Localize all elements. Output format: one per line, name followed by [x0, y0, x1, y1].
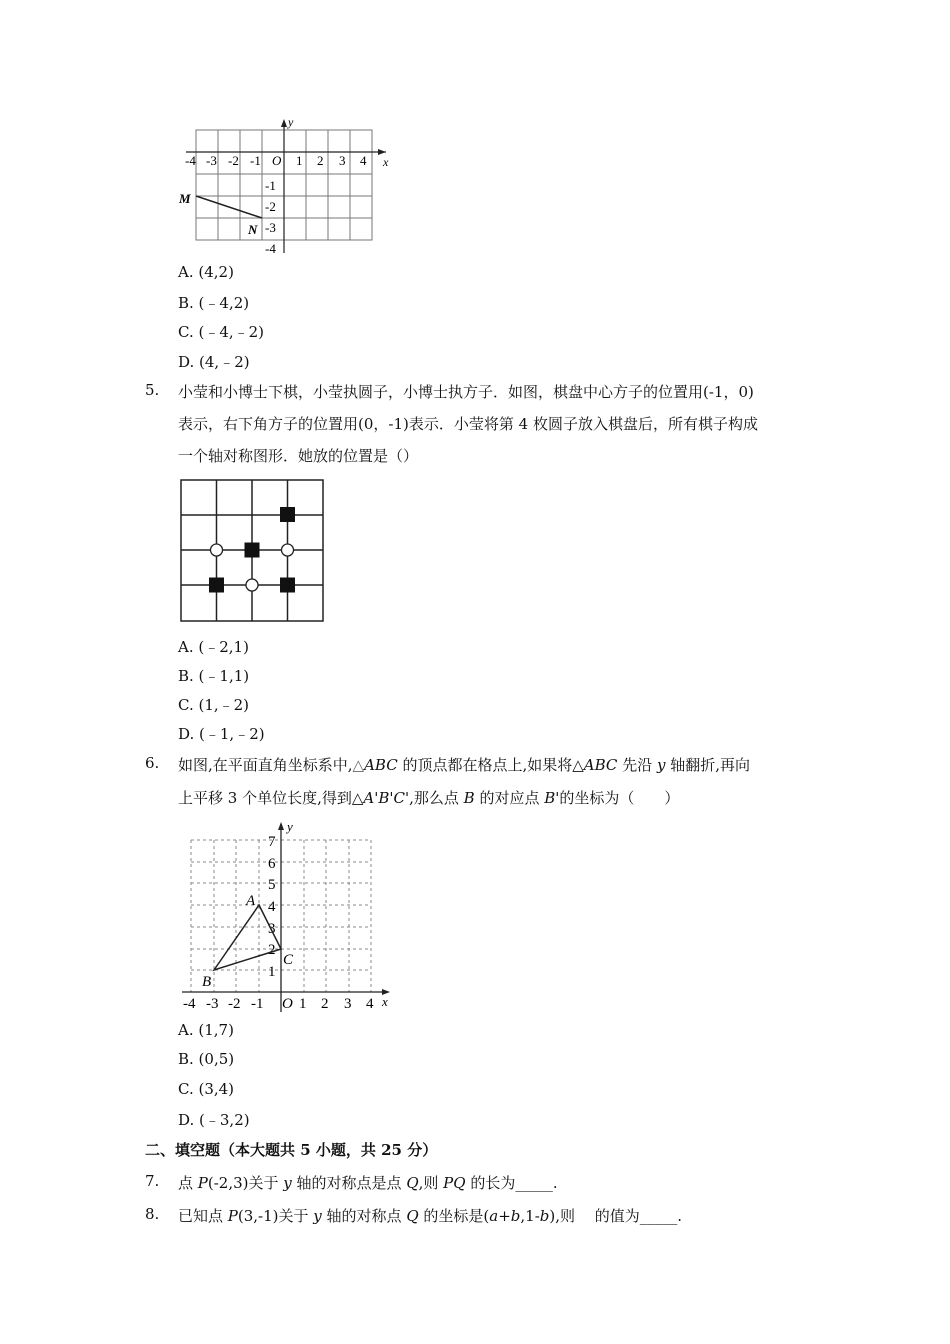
q6-x-tick: 1 [299, 996, 307, 1012]
round-piece [282, 544, 294, 556]
q4-x-tick: 4 [360, 153, 367, 168]
q4-segment-mn [196, 196, 262, 218]
square-piece [209, 578, 224, 593]
q4-x-tick: 1 [296, 153, 303, 168]
q4-point-n: N [248, 222, 258, 237]
q6-option-b[interactable]: B. (0,5) [178, 1050, 235, 1068]
q4-option-c[interactable]: C. (﹣4,﹣2) [178, 323, 265, 341]
q4-x-tick: 3 [339, 153, 346, 168]
q8-text: 已知点 P(3,-1)关于 y 轴的对称点 Q 的坐标是(a+b,1-b),则 的值为_____. [178, 1207, 683, 1225]
q4-x-tick: -4 [185, 153, 196, 168]
q4-x-tick: -3 [206, 153, 217, 168]
q4-option-b[interactable]: B. (﹣4,2) [178, 294, 250, 312]
q5-option-c[interactable]: C. (1,﹣2) [178, 696, 250, 714]
square-piece [245, 543, 260, 558]
q6-y-tick: 1 [268, 964, 276, 980]
q6-y-tick: 5 [268, 877, 276, 893]
q5-text-line: 表示，右下角方子的位置用(0，-1)表示．小莹将第 4 枚圆子放入棋盘后，所有棋子构成 [178, 415, 758, 433]
q6-x-tick: -3 [206, 996, 219, 1012]
q4-y-ticks [265, 178, 276, 255]
q6-y-tick: 2 [268, 942, 276, 958]
q4-x-label: x [383, 155, 389, 169]
q6-coordinate-figure [178, 816, 396, 1014]
q8-number: 8. [145, 1205, 160, 1223]
q6-x-label: x [382, 994, 388, 1009]
q4-x-ticks [185, 153, 367, 168]
q7-text: 点 P(-2,3)关于 y 轴的对称点是点 Q,则 PQ 的长为_____. [178, 1174, 558, 1192]
q5-option-b[interactable]: B. (﹣1,1) [178, 667, 250, 685]
q6-y-tick: 3 [268, 921, 276, 937]
q6-y-tick: 4 [268, 899, 276, 915]
section-title: 二、填空题（本大题共 5 小题，共 25 分） [145, 1141, 438, 1159]
round-piece [246, 579, 258, 591]
q4-y-tick: -1 [265, 178, 276, 193]
q5-number: 5. [145, 381, 160, 399]
q4-x-tick: 2 [317, 153, 324, 168]
q4-y-label: y [288, 115, 294, 129]
q6-number: 6. [145, 754, 160, 772]
q6-y-tick: 7 [268, 834, 276, 850]
square-piece [280, 507, 295, 522]
q6-x-tick: 3 [344, 996, 352, 1012]
q7-number: 7. [145, 1172, 160, 1190]
q6-text-line-2: 上平移 3 个单位长度,得到△A'B'C',那么点 B 的对应点 B'的坐标为（ ） [178, 789, 680, 807]
q6-option-d[interactable]: D. (﹣3,2) [178, 1111, 250, 1129]
q6-y-label: y [287, 819, 293, 834]
q6-y-ticks [268, 834, 276, 980]
q4-y-tick: -3 [265, 220, 276, 235]
q6-label-a: A [246, 893, 256, 909]
q4-option-d[interactable]: D. (4,﹣2) [178, 353, 250, 371]
q4-origin: O [272, 153, 282, 168]
q6-option-a[interactable]: A. (1,7) [178, 1021, 234, 1039]
square-piece [280, 578, 295, 593]
q5-text-line: 一个轴对称图形．她放的位置是（） [178, 447, 419, 465]
q6-x-tick: -4 [183, 996, 196, 1012]
q4-option-a[interactable]: A. (4,2) [178, 263, 234, 281]
q5-chessboard-figure [178, 478, 326, 624]
q6-label-c: C [283, 952, 294, 968]
q4-y-tick: -2 [265, 199, 276, 214]
q6-x-tick: -1 [251, 996, 264, 1012]
q5-option-d[interactable]: D. (﹣1,﹣2) [178, 725, 265, 743]
q6-origin: O [282, 996, 293, 1012]
q6-y-tick: 6 [268, 856, 276, 872]
q4-y-tick: -4 [265, 241, 276, 255]
q4-x-tick: -2 [228, 153, 239, 168]
q4-point-m: M [179, 191, 191, 206]
q6-text-line-1: 如图,在平面直角坐标系中,△ABC 的顶点都在格点上,如果将△ABC 先沿 y 轴翻折,再向 [178, 756, 750, 774]
round-piece [211, 544, 223, 556]
q6-label-b: B [202, 974, 212, 990]
q5-text-line: 小莹和小博士下棋，小莹执圆子，小博士执方子．如图，棋盘中心方子的位置用(-1，0) [178, 383, 754, 401]
q6-x-ticks [183, 996, 374, 1012]
q6-x-tick: -2 [228, 996, 241, 1012]
q4-x-tick: -1 [250, 153, 261, 168]
q4-coordinate-figure [176, 113, 396, 255]
q6-x-tick: 2 [321, 996, 329, 1012]
q5-option-a[interactable]: A. (﹣2,1) [178, 638, 249, 656]
q6-x-tick: 4 [366, 996, 374, 1012]
q6-option-c[interactable]: C. (3,4) [178, 1080, 235, 1098]
